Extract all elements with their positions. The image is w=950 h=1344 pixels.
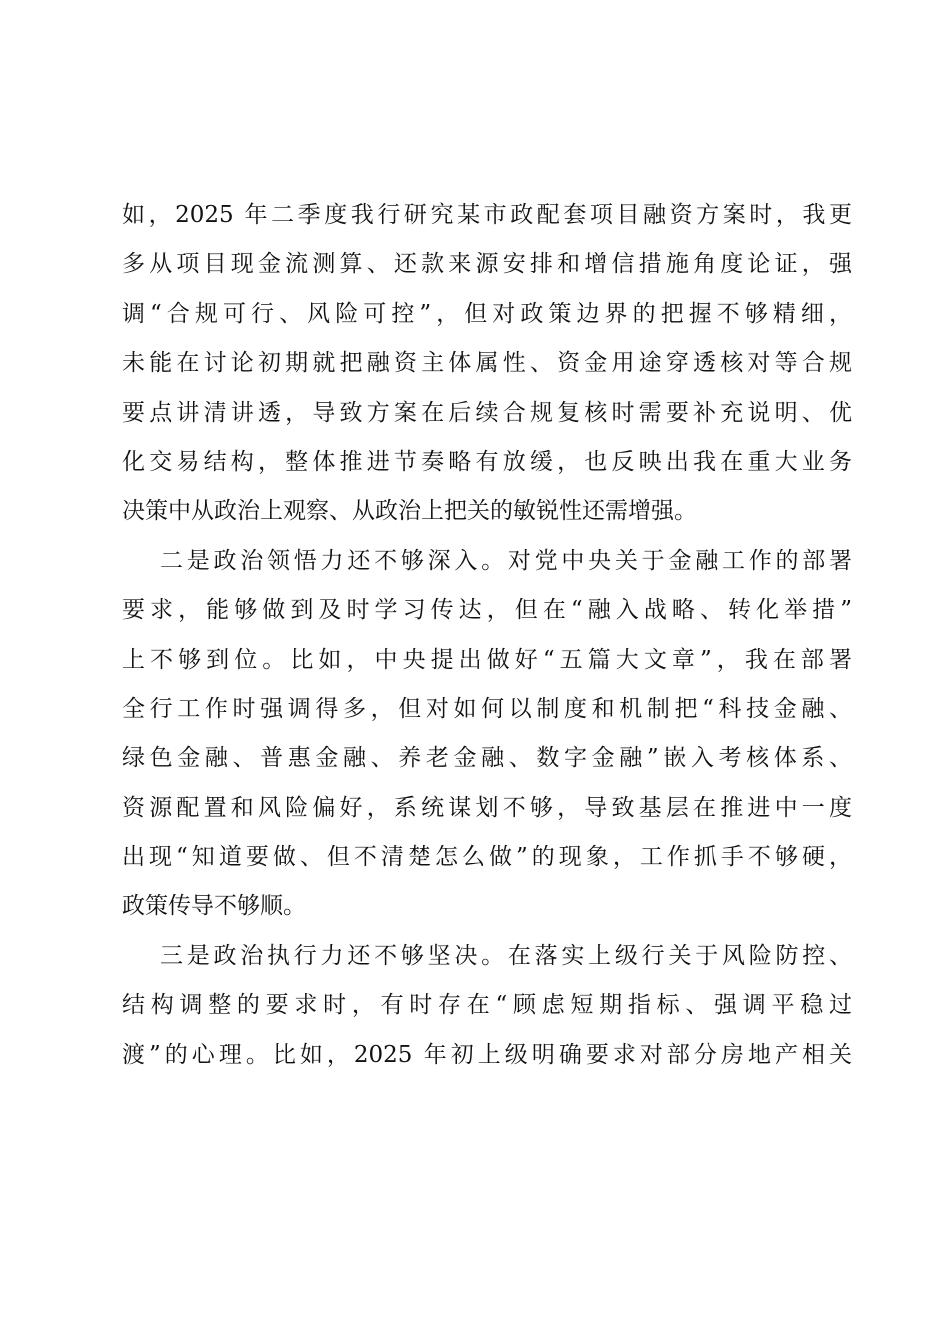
text-line: 要求，能够做到及时学习传达，但在“融入战略、转化举措” xyxy=(122,597,852,624)
text-line: 政策传导不够顺。 xyxy=(122,893,306,920)
text-line: 资源配置和风险偏好，系统谋划不够，导致基层在推进中一度 xyxy=(122,794,852,821)
text-line: 要点讲清讲透，导致方案在后续合规复核时需要补充说明、优 xyxy=(122,399,852,426)
document-body xyxy=(122,191,852,1080)
text-line: 渡”的心理。比如，2025 年初上级明确要求对部分房地产相关 xyxy=(122,1041,852,1068)
text-line: 出现“知道要做、但不清楚怎么做”的现象，工作抓手不够硬， xyxy=(122,844,852,871)
text-line: 决策中从政治上观察、从政治上把关的敏锐性还需增强。 xyxy=(122,498,697,525)
text-line: 调“合规可行、风险可控”，但对政策边界的把握不够精细， xyxy=(122,300,852,327)
text-line: 全行工作时强调得多，但对如何以制度和机制把“科技金融、 xyxy=(122,695,852,722)
text-line: 未能在讨论初期就把融资主体属性、资金用途穿透核对等合规 xyxy=(122,350,852,377)
paragraph-point-three xyxy=(122,932,852,1080)
paragraph-continuation xyxy=(122,191,852,537)
text-line: 上不够到位。比如，中央提出做好“五篇大文章”，我在部署 xyxy=(122,646,852,673)
text-line: 化交易结构，整体推进节奏略有放缓，也反映出我在重大业务 xyxy=(122,448,852,475)
text-line: 三是政治执行力还不够坚决。在落实上级行关于风险防控、 xyxy=(160,942,852,969)
text-line: 多从项目现金流测算、还款来源安排和增信措施角度论证，强 xyxy=(122,251,852,278)
text-line: 结构调整的要求时，有时存在“顾虑短期指标、强调平稳过 xyxy=(122,992,852,1019)
paragraph-point-two xyxy=(122,537,852,932)
text-line: 绿色金融、普惠金融、养老金融、数字金融”嵌入考核体系、 xyxy=(122,745,852,772)
text-line: 二是政治领悟力还不够深入。对党中央关于金融工作的部署 xyxy=(160,547,852,574)
text-line: 如，2025 年二季度我行研究某市政配套项目融资方案时，我更 xyxy=(122,202,852,228)
